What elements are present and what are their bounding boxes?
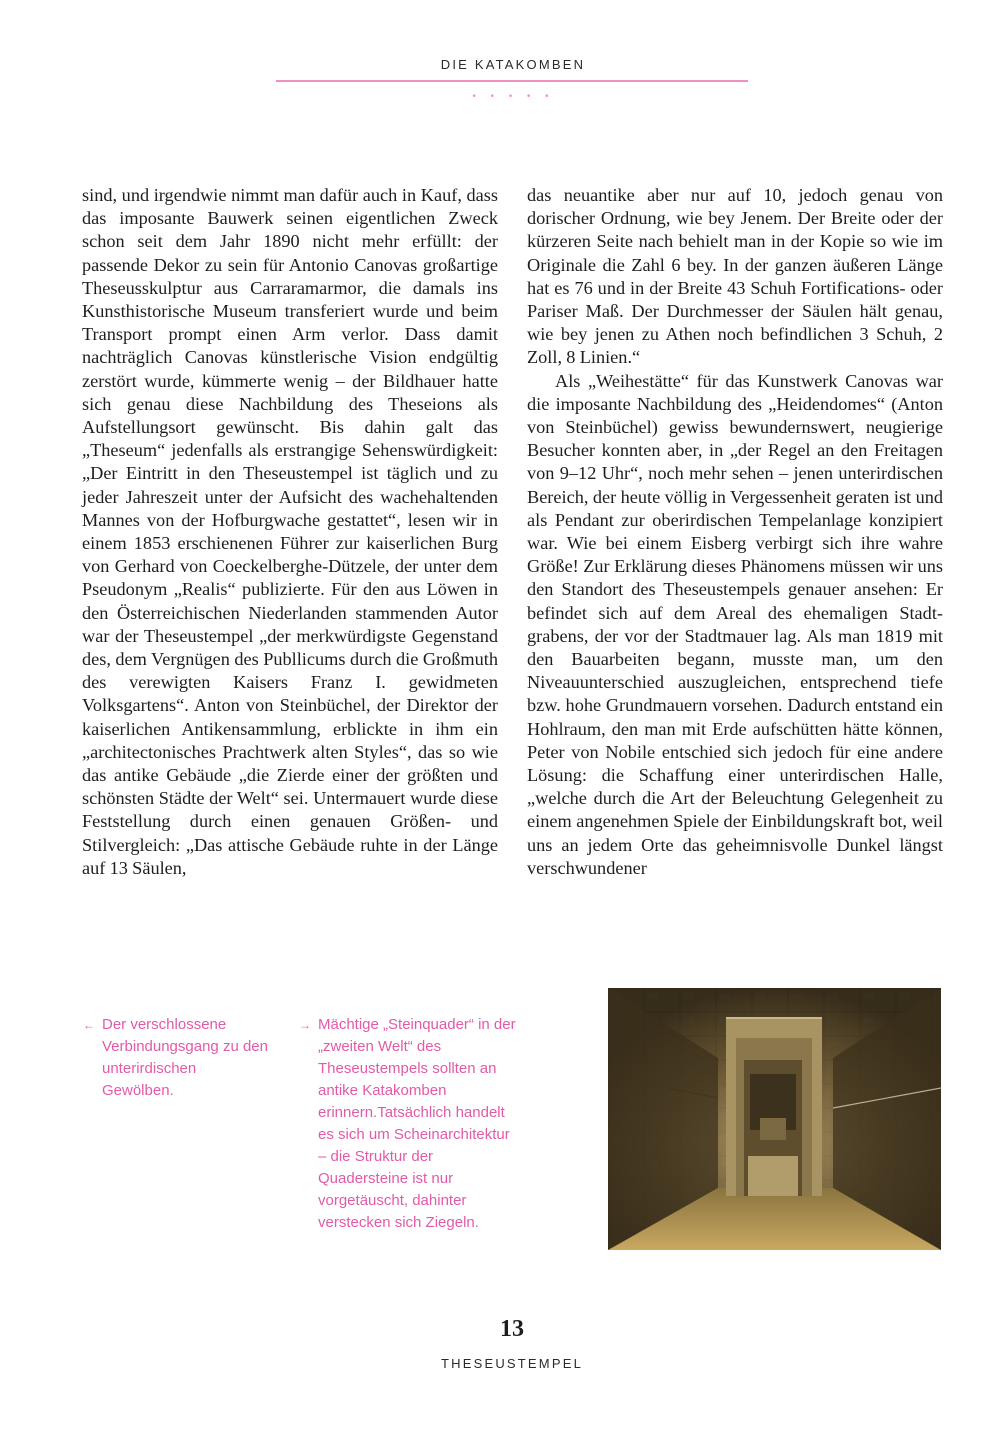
running-head: DIE KATAKOMBEN xyxy=(440,57,586,72)
text-column-left xyxy=(82,184,498,880)
running-foot: THESEUSTEMPEL xyxy=(440,1356,583,1371)
header-rule xyxy=(276,80,748,82)
paragraph: sind, und irgendwie nimmt man dafür auch in Kauf, dass das imposante Bauwerk seinen eigentlichen Zweck schon seit dem Jahr 1890 nicht mehr erfüllt: der passende Dekor zu sein für Antonio Canovas großartige Theseusskulptur aus Carraramarmor, die damals ins Kunsthistorische Museum transferiert wurde und beim Transport prompt einen Arm verlor. Dass damit nachträglich Canovas künstlerische Vision endgültig zerstört wurde, kümmerte wenig – der Bildhauer hatte sich genau diese Nachbildung des Theseions als Aufstellungsort gewünscht. Bis dahin galt das „Theseum“ jedenfalls als erstrangige Sehenswürdigkeit: „Der Eintritt in den Theseustempel ist täglich und zu jeder Jahreszeit unter der Aufsicht des wachehaltenden Mannes von der Hofburgwache gestattet“, lesen wir in einem 1853 erschienenen Führer zur kaiserlichen Burg von Gerhard von Coeckelberghe-Dützele, der unter dem Pseudonym „Realis“ publizierte. Für den aus Löwen in den Österreichischen Niederlanden stammenden Autor war der Theseustempel „der merkwürdigste Gegenstand des, dem Vergnügen des Publlicums durch die Großmuth des verewigten Kaisers Franz I. gewidmeten Volksgartens“. Anton von Steinbüchel, der Direktor der kaiserlichen Antikensammlung, erblickte in ihm ein „architectonisches Prachtwerk alten Styles“, das so wie das antike Gebäude „die Zierde einer der größten und schönsten Städte der Welt“ sei. Untermauert wurde diese Feststellung durch einen genauen Größen- und Stilvergleich: „Das attische Gebäude ruhte in der Länge auf 13 Säulen, xyxy=(82,185,498,878)
paragraph: das neuantike aber nur auf 10, jedoch genau von dorischer Ordnung, wie bey Jenem. Der Breite oder der kürzeren Seite nach behielt man in der Kopie so wie im Originale die Zahl 6 bey. In der ganzen äußeren Länge hat es 76 und in der Breite 43 Schuh Fortifications- oder Pariser Maß. Der Durchmesser der Säulen hält genau, wie bey jenen zu Athen noch befindlichen 3 Schuh, 2 Zoll, 8 Linien.“ xyxy=(527,185,943,368)
arrow-right-icon: → xyxy=(299,1018,311,1032)
caption-text: Mächtige „Steinquader“ in der „zweiten Welt“ des Theseustempels sollten an antike Katakomben erinnern.Tatsächlich handelt es sich um Scheinarchitektur – die Struktur der Quadersteine ist nur vorgetäuscht, dahinter verstecken sich Ziegeln. xyxy=(318,1016,516,1231)
photo-illustration xyxy=(608,988,941,1250)
caption-text: Der verschlossene Verbindungsgang zu den unterirdischen Gewölben. xyxy=(102,1016,268,1099)
catacomb-corridor-photo xyxy=(608,988,941,1250)
header-dots: • • • • • xyxy=(471,92,555,102)
paragraph: Als „Weihestätte“ für das Kunstwerk Canovas war die imposante Nachbildung des „Heidendomes“ (Anton von Steinbüchel) gewiss bewundernswert, neugierige Besucher konnten aber, in „der Regel an den Freitagen von 9–12 Uhr“, noch mehr sehen – jenen unterirdischen Bereich, der heute völlig in Vergessenheit geraten ist und als Pendant zur oberirdischen Tempelanlage konzipiert war. Wie bei einem Eisberg verbirgt sich ihre wahre Größe! Zur Erklärung dieses Phänomens müssen wir uns den Standort des Theseustempels genauer ansehen: Er befindet sich auf dem Areal des ehemaligen Stadtgrabens, der vor der Stadtmauer lag. Als man 1819 mit den Bauarbeiten begann, musste man, um den Niveauunterschied auszugleichen, entsprechend tiefe bzw. hohe Grundmauern vorsehen. Dadurch entstand ein Hohlraum, den man mit Erde aufschütten hätte können, Peter von Nobile entschied sich jedoch für eine andere Lösung: die Schaffung einer unterirdischen Halle, „welche durch die Art der Beleuchtung Gelegenheit zu einem angenehmen Spiele der Einbildungskraft bot, weil uns an jedem Orte das geheimnisvolle Dunkel längst verschwundener xyxy=(527,370,943,878)
photo-caption-left xyxy=(83,1014,272,1102)
page-number: 13 xyxy=(500,1316,524,1342)
photo-caption-right xyxy=(299,1014,518,1234)
text-column-right xyxy=(527,184,943,880)
arrow-left-icon: ← xyxy=(83,1018,95,1032)
